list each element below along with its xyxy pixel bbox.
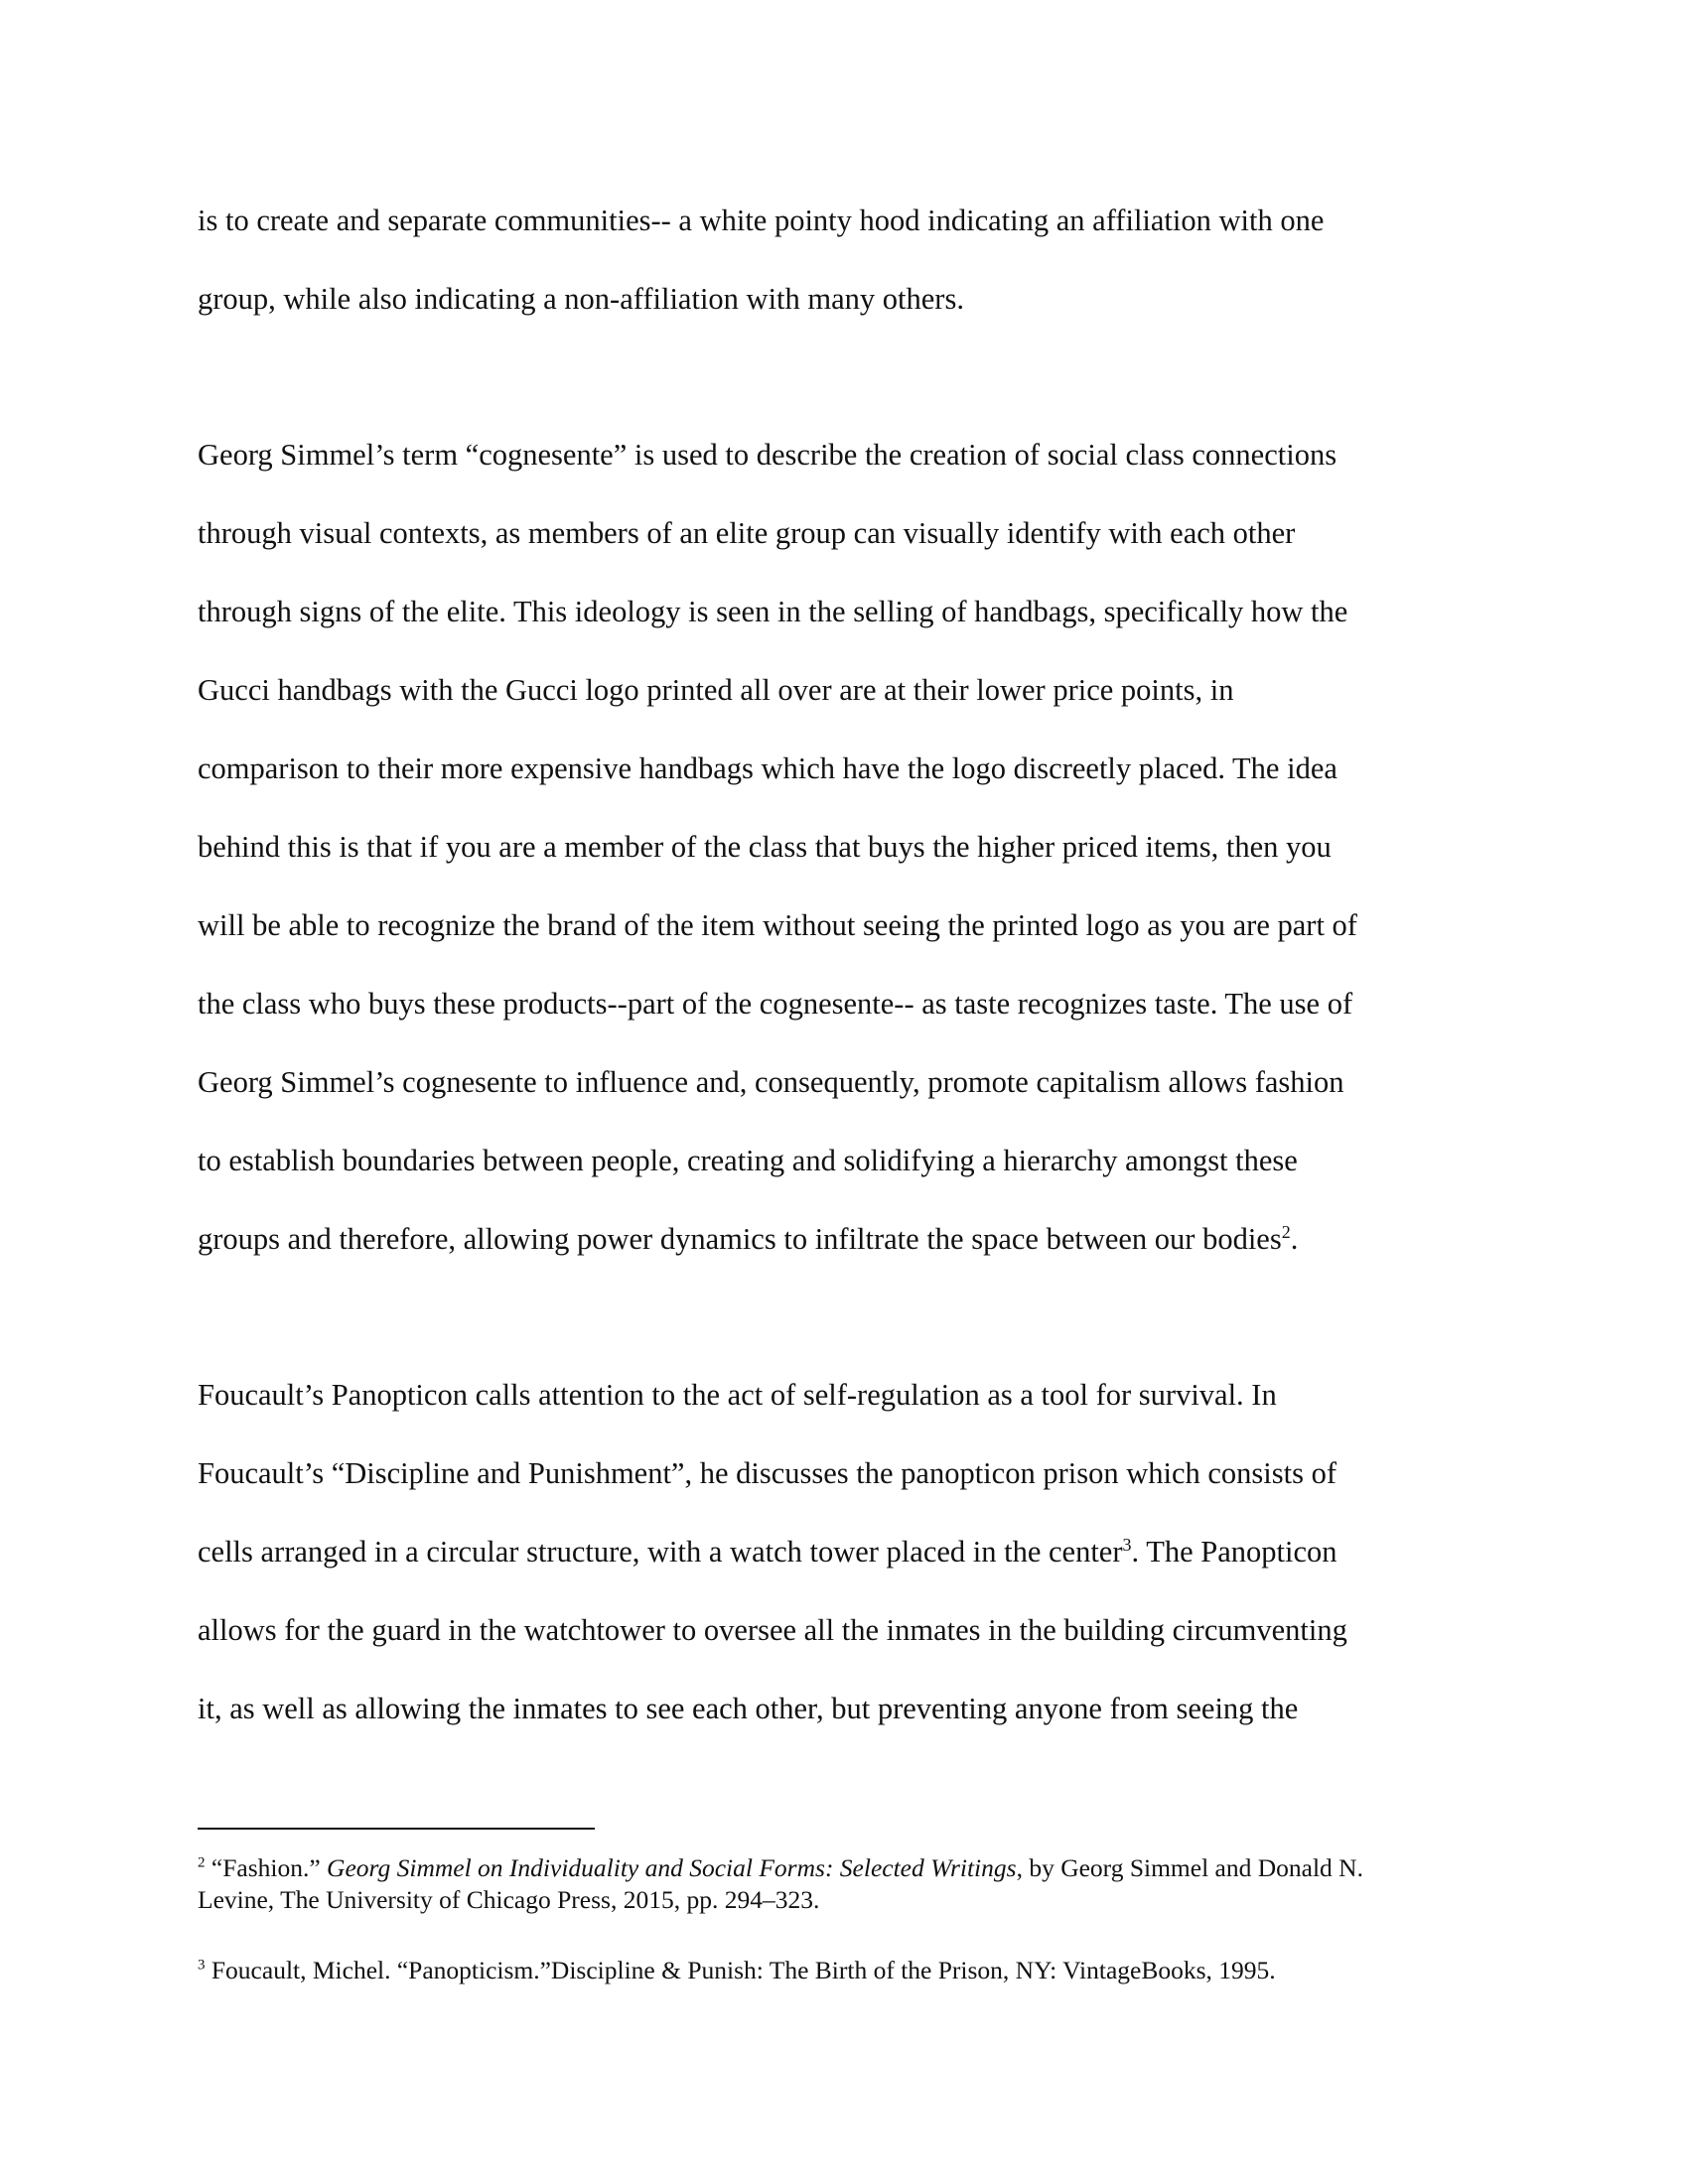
footnote-reference[interactable]: 3 [1122, 1534, 1132, 1555]
paragraph-line: Foucault’s Panopticon calls attention to the act of self-regulation as a tool for survival. In [198, 1378, 1277, 1412]
paragraph-line-with-footnote [198, 1532, 1337, 1571]
paragraph-line: group, while also indicating a non-affiliation with many others. [198, 282, 964, 316]
paragraph-line: will be able to recognize the brand of the item without seeing the printed logo as you are part of [198, 908, 1357, 942]
paragraph-line: to establish boundaries between people, creating and solidifying a hierarchy amongst these [198, 1144, 1298, 1177]
paragraph-line: Gucci handbags with the Gucci logo printed all over are at their lower price points, in [198, 673, 1234, 707]
footnote-3 [198, 1955, 1276, 1986]
footnote-number: 2 [198, 1854, 206, 1871]
footnote-text: “Fashion.” [211, 1853, 328, 1882]
footnote-2-continued: Levine, The University of Chicago Press, 2015, pp. 294–323. [198, 1885, 820, 1914]
paragraph-line: through signs of the elite. This ideology is seen in the selling of handbags, specifically how the [198, 595, 1348, 628]
paragraph-line: Georg Simmel’s cognesente to influence and, consequently, promote capitalism allows fashion [198, 1065, 1344, 1099]
paragraph-line-with-footnote [198, 1219, 1298, 1259]
footnote-text: Foucault, Michel. “Panopticism.”Discipline & Punish: The Birth of the Prison, NY: VintageBooks, 1995. [211, 1956, 1276, 1984]
paragraph-line: Foucault’s “Discipline and Punishment”, he discusses the panopticon prison which consists of [198, 1456, 1336, 1490]
footnote-reference[interactable]: 2 [1281, 1221, 1291, 1242]
footnote-2 [198, 1852, 1363, 1884]
footnote-title: Georg Simmel on Individuality and Social Forms: Selected Writings [327, 1853, 1017, 1882]
line-text: groups and therefore, allowing power dynamics to infiltrate the space between our bodies [198, 1222, 1282, 1256]
footnote-separator [198, 1828, 595, 1830]
line-tail: . The Panopticon [1131, 1535, 1337, 1569]
paragraph-line: comparison to their more expensive handbags which have the logo discreetly placed. The idea [198, 751, 1337, 785]
paragraph-line: is to create and separate communities-- a white pointy hood indicating an affiliation with one [198, 204, 1325, 237]
paragraph-line: Georg Simmel’s term “cognesente” is used to describe the creation of social class connections [198, 438, 1337, 472]
paragraph-line: the class who buys these products--part of the cognesente-- as taste recognizes taste. The use of [198, 987, 1353, 1021]
footnote-number: 3 [198, 1957, 206, 1974]
line-end: . [1290, 1222, 1299, 1256]
paragraph-line: behind this is that if you are a member of the class that buys the higher priced items, then you [198, 830, 1332, 864]
paragraph-line: allows for the guard in the watchtower to oversee all the inmates in the building circumventing [198, 1613, 1347, 1647]
paragraph-line: through visual contexts, as members of an elite group can visually identify with each other [198, 516, 1296, 550]
line-text: cells arranged in a circular structure, with a watch tower placed in the center [198, 1535, 1123, 1569]
paragraph-line: it, as well as allowing the inmates to see each other, but preventing anyone from seeing the [198, 1692, 1299, 1725]
footnote-text: , by Georg Simmel and Donald N. [1016, 1853, 1363, 1882]
